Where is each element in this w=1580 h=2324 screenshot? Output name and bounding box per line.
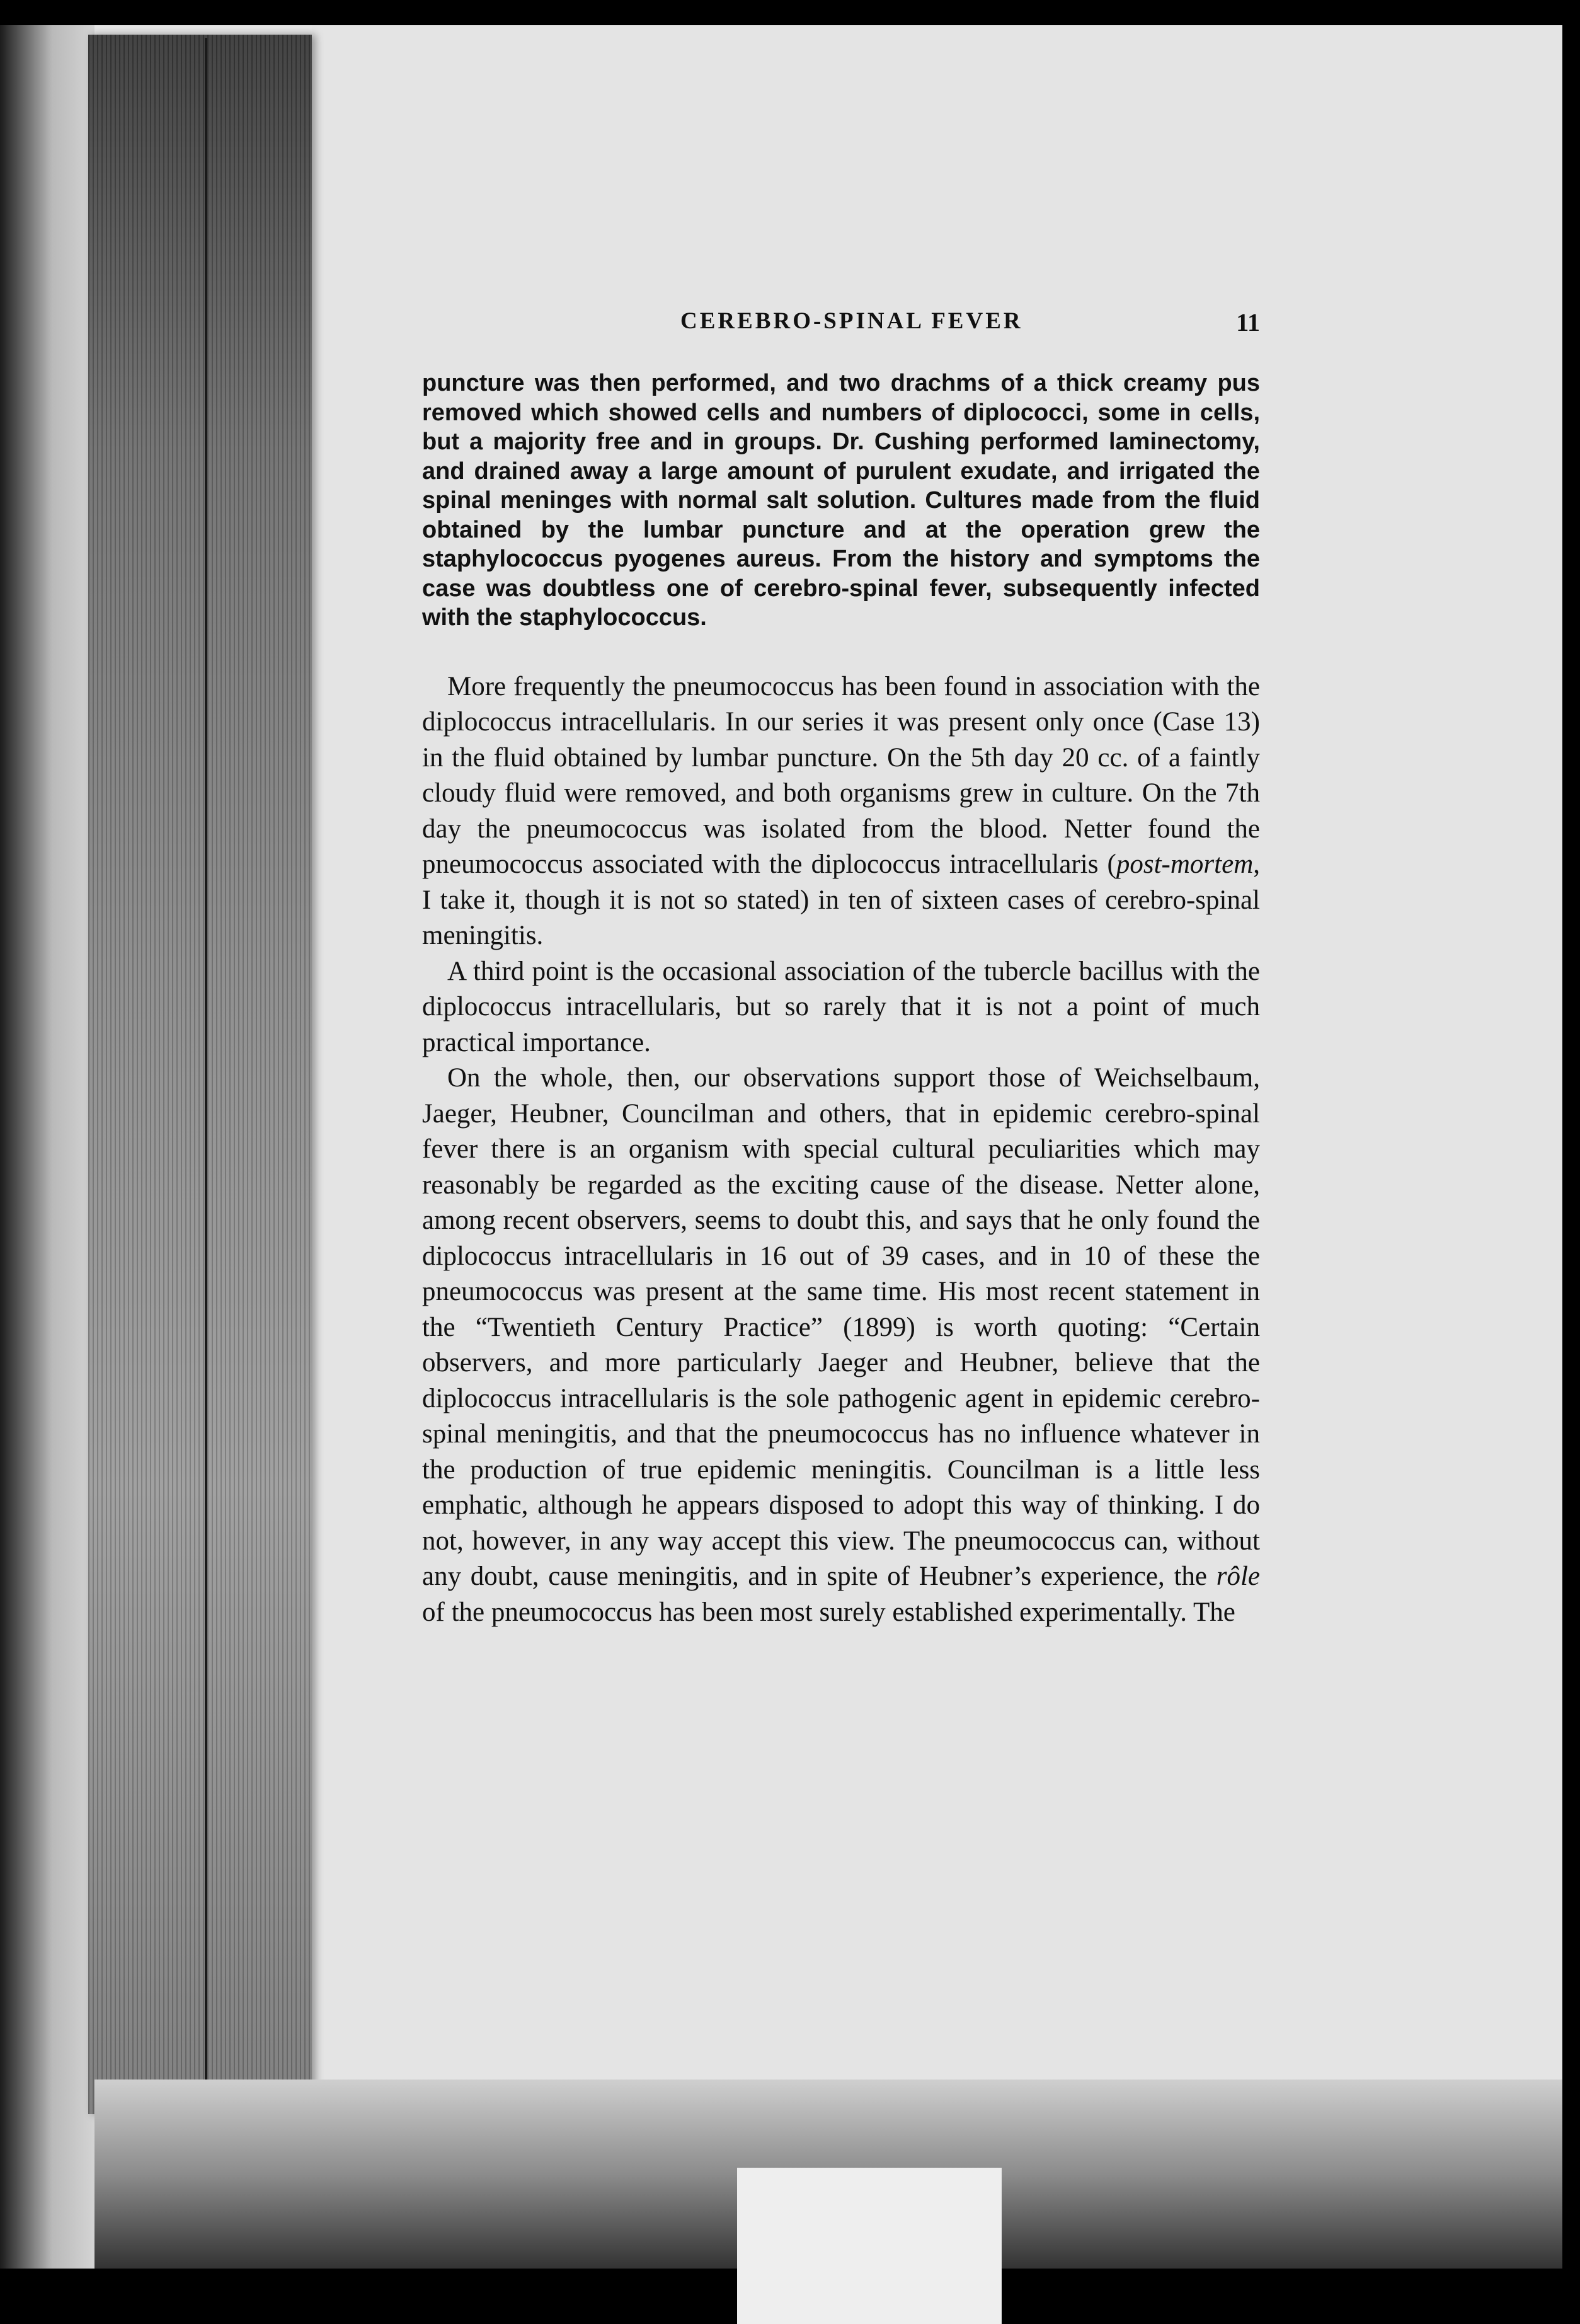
italic-text: rôle — [1216, 1562, 1260, 1591]
body-paragraph — [422, 1061, 1260, 1630]
paragraph-text: A third point is the occasional association of the tubercle bacillus with the diplococcus intracellularis, but so rarely that it is not a point of much practical importance. — [422, 956, 1260, 1057]
italic-text: post-mortem — [1116, 849, 1254, 879]
paragraph-text: On the whole, then, our observations support those of Weichselbaum, Jaeger, Heubner, Councilman and others, that in epidemic cerebro-spinal fever there is an organism with special cultural peculiarities which may reasonably be regarded as the exciting cause of the disease. Netter alone, among recent observers, seems to doubt this, and says that he only found the diplococcus intracellularis in 16 out of 39 cases, and in 10 of these the pneumococcus was present at the same time. His most recent statement in the “Twentieth Century Practice” (1899) is worth quoting: “Certain observers, and more particularly Jaeger and Heubner, believe that the diplococcus intracellularis is the sole pathogenic agent in epidemic cerebro-spinal meningitis, and that the pneumococcus has no influence whatever in the production of true epidemic meningitis. Councilman is a little less emphatic, although he appears disposed to adopt this way of thinking. I do not, however, in any way accept this view. The pneumococcus can, without any doubt, cause meningitis, and in spite of Heubner’s experience, the — [422, 1063, 1260, 1591]
paragraph-text: More frequently the pneumococcus has been found in association with the diplococcus intracellularis. In our series it was present only once (Case 13) in the fluid obtained by lumbar puncture. On the 5th day 20 cc. of a faintly cloudy fluid were removed, and both organisms grew in culture. On the 7th day the pneumococcus was isolated from the blood. Netter found the pneumococcus associated with the diplococcus intracellularis ( — [422, 671, 1260, 879]
page-header — [422, 308, 1260, 345]
page-body — [422, 369, 1260, 1630]
note-paragraph: puncture was then performed, and two drachms of a thick creamy pus removed which showed cells and numbers of diplococci, some in cells, but a majority free and in groups. Dr. Cushing performed laminectomy, and drained away a large amount of purulent exudate, and irrigated the spinal meninges with normal salt solution. Cultures made from the fluid obtained by the lumbar puncture and at the operation grew the staphylococcus pyogenes aureus. From the history and symptoms the case was doubtless one of cerebro-spinal fever, subsequently infected with the staphylococcus. — [422, 370, 1260, 631]
page-number: 11 — [1236, 308, 1260, 337]
body-paragraph — [422, 669, 1260, 954]
gutter-edge — [205, 38, 207, 2098]
running-head: CEREBRO-SPINAL FEVER — [680, 308, 1023, 334]
body-paragraph — [422, 954, 1260, 1061]
book-gutter — [88, 35, 312, 2114]
left-margin — [0, 25, 94, 2269]
bottom-tab — [737, 2168, 1002, 2324]
paragraph-text: , I take it, though it is not so stated) in ten of sixteen cases of cerebro-spinal meningitis. — [422, 849, 1260, 950]
paragraph-text: of the pneumococcus has been most surely established experimentally. The — [422, 1597, 1235, 1627]
